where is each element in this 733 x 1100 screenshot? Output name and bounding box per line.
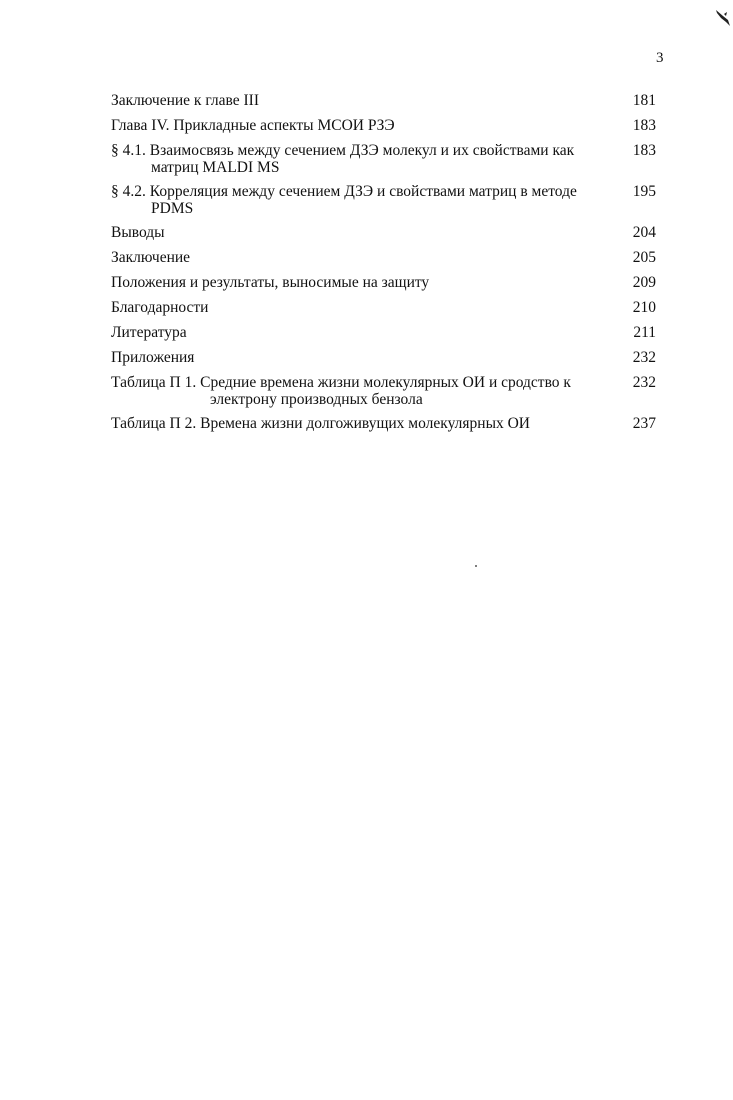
toc-entry-title-continuation: матриц MALDI MS	[151, 159, 280, 176]
toc-entry-title-line: § 4.1. Взаимосвязь между сечением ДЗЭ молекул и их свойствами как	[111, 142, 575, 159]
toc-entry-page: 183	[632, 142, 656, 159]
toc-entry-page: 232	[632, 374, 656, 391]
scan-speck	[475, 565, 477, 567]
toc-entry[interactable]	[111, 374, 656, 408]
toc-entry[interactable]	[111, 415, 656, 432]
toc-entry-page: 237	[632, 415, 656, 432]
toc-entry-page: 232	[632, 349, 656, 366]
toc-entry-title: Приложения	[111, 349, 195, 366]
toc-entry-title	[111, 183, 616, 217]
toc-entry[interactable]	[111, 324, 656, 341]
toc-entry[interactable]	[111, 349, 656, 366]
toc-entry-title	[111, 142, 616, 176]
toc-entry-title	[111, 374, 616, 408]
toc-entry-page: 183	[632, 117, 656, 134]
toc-entry-title: Благодарности	[111, 299, 209, 316]
toc-entry-title-continuation: электрону производных бензола	[210, 391, 423, 408]
toc-entry-title: Заключение	[111, 249, 191, 266]
toc-entry[interactable]	[111, 249, 656, 266]
toc-entry-title: Положения и результаты, выносимые на защиту	[111, 274, 430, 291]
toc-entry-title-continuation: PDMS	[151, 200, 194, 217]
toc-entry-title: Глава IV. Прикладные аспекты МСОИ РЗЭ	[111, 117, 395, 134]
toc-entry-page: 205	[632, 249, 656, 266]
table-of-contents	[111, 92, 656, 440]
toc-entry-page: 195	[632, 183, 656, 200]
toc-entry-page: 210	[632, 299, 656, 316]
toc-entry-page: 209	[632, 274, 656, 291]
scan-artifact-mark	[714, 8, 732, 28]
toc-entry[interactable]	[111, 142, 656, 176]
toc-entry-title: Заключение к главе III	[111, 92, 259, 109]
toc-entry[interactable]	[111, 299, 656, 316]
toc-entry[interactable]	[111, 183, 656, 217]
toc-entry-title: Выводы	[111, 224, 165, 241]
toc-entry-page: 181	[632, 92, 656, 109]
toc-entry-title-line: Таблица П 1. Средние времена жизни молекулярных ОИ и сродство к	[111, 374, 571, 391]
toc-entry-title: Литература	[111, 324, 187, 341]
toc-entry[interactable]	[111, 274, 656, 291]
page-number: 3	[656, 50, 664, 66]
toc-entry[interactable]	[111, 224, 656, 241]
toc-entry[interactable]	[111, 92, 656, 109]
toc-entry-title-line: § 4.2. Корреляция между сечением ДЗЭ и свойствами матриц в методе	[111, 183, 577, 200]
toc-entry-title: Таблица П 2. Времена жизни долгоживущих молекулярных ОИ	[111, 415, 530, 432]
toc-entry-page: 211	[633, 324, 656, 341]
toc-entry-page: 204	[632, 224, 656, 241]
toc-entry[interactable]	[111, 117, 656, 134]
